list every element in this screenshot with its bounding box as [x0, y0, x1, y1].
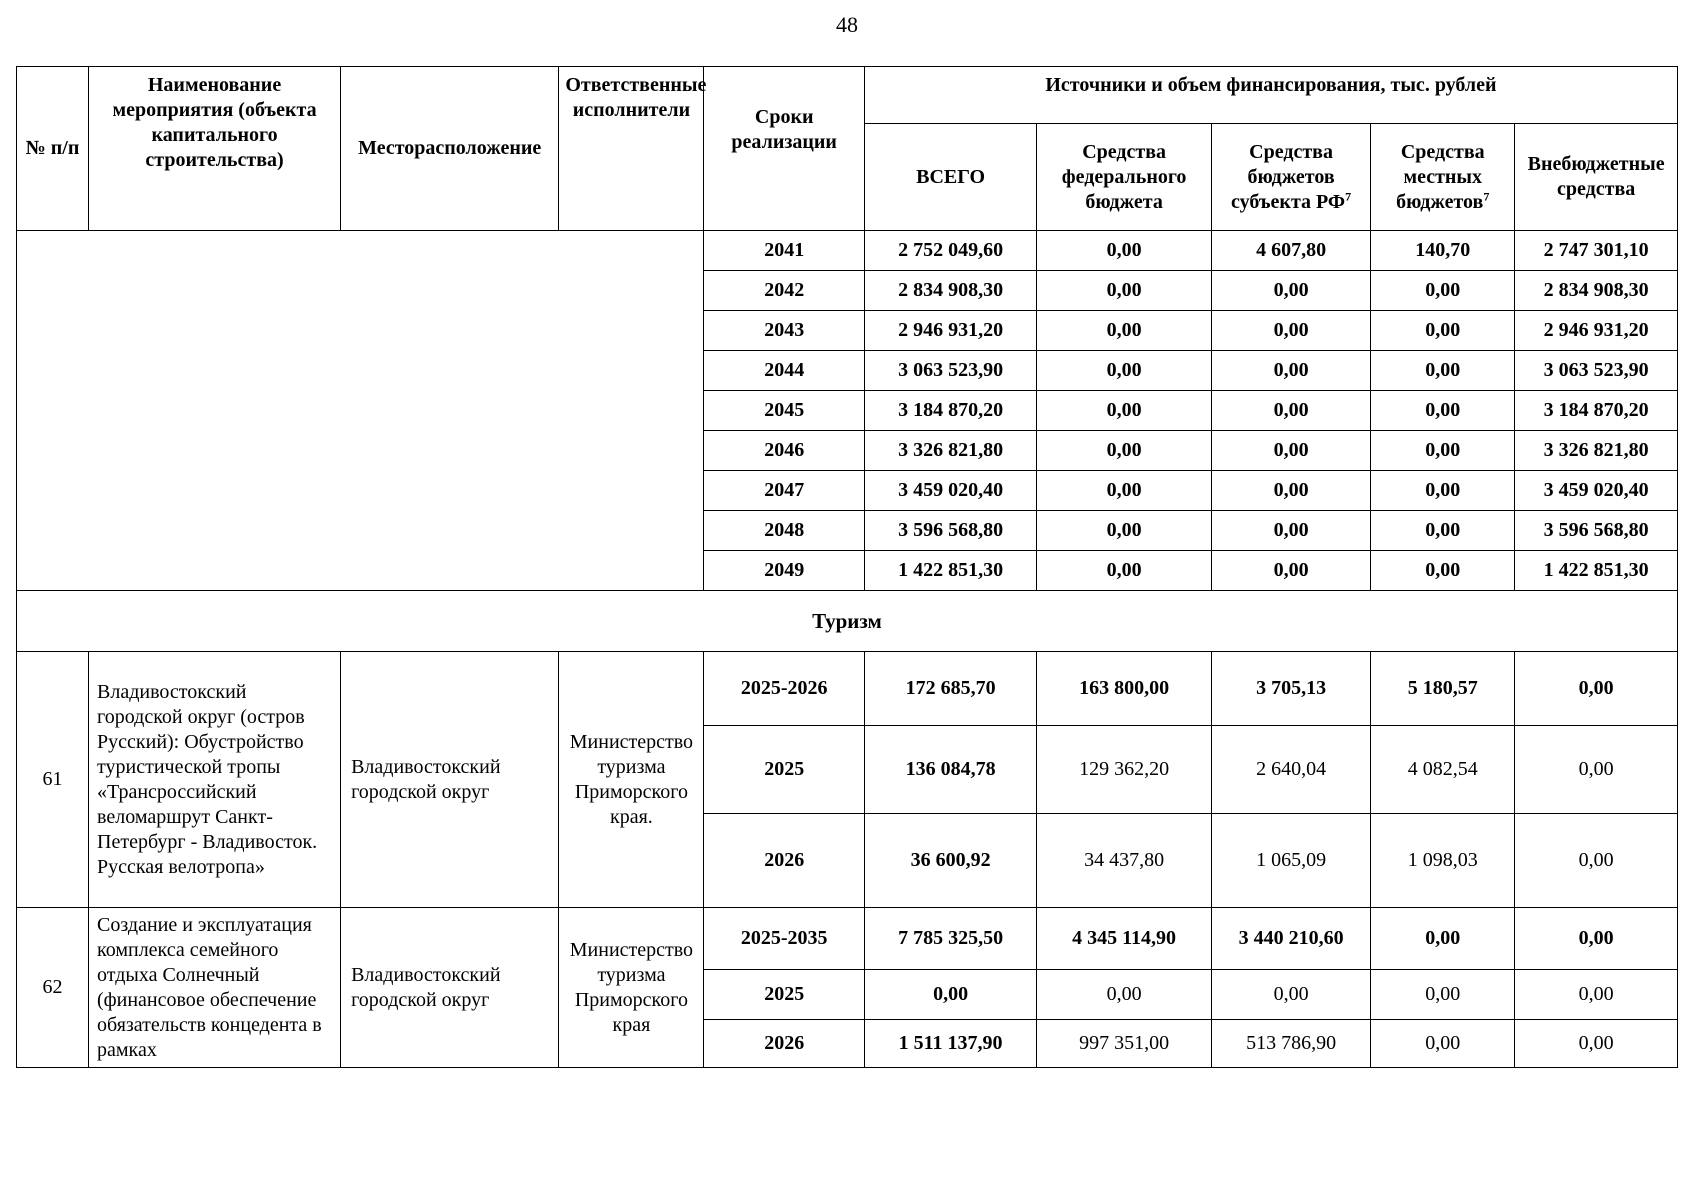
- extra-cell: 3 184 870,20: [1515, 391, 1678, 431]
- total-cell: 0,00: [864, 970, 1036, 1020]
- extra-cell: 0,00: [1515, 908, 1678, 970]
- regional-cell: 0,00: [1211, 511, 1370, 551]
- federal-cell: 0,00: [1037, 231, 1212, 271]
- extra-cell: 2 946 931,20: [1515, 311, 1678, 351]
- local-cell: 0,00: [1371, 1020, 1515, 1068]
- year-cell: 2026: [704, 814, 864, 908]
- extra-cell: 3 459 020,40: [1515, 471, 1678, 511]
- regional-cell: 0,00: [1211, 271, 1370, 311]
- local-cell: 0,00: [1371, 551, 1515, 591]
- regional-cell: 2 640,04: [1211, 726, 1370, 814]
- local-cell: 0,00: [1371, 970, 1515, 1020]
- federal-cell: 0,00: [1037, 551, 1212, 591]
- federal-cell: 0,00: [1037, 391, 1212, 431]
- local-cell: 4 082,54: [1371, 726, 1515, 814]
- extra-cell: 3 326 821,80: [1515, 431, 1678, 471]
- extra-cell: 0,00: [1515, 970, 1678, 1020]
- total-cell: 2 946 931,20: [864, 311, 1036, 351]
- local-cell: 1 098,03: [1371, 814, 1515, 908]
- local-cell: 0,00: [1371, 311, 1515, 351]
- year-cell: 2025: [704, 970, 864, 1020]
- table-row: [17, 231, 1678, 271]
- header-federal: Средства федерального бюджета: [1037, 124, 1212, 231]
- year-cell: 2041: [704, 231, 864, 271]
- local-cell: 0,00: [1371, 471, 1515, 511]
- year-cell: 2045: [704, 391, 864, 431]
- federal-cell: 0,00: [1037, 511, 1212, 551]
- section-title: Туризм: [17, 591, 1678, 652]
- extra-cell: 0,00: [1515, 726, 1678, 814]
- year-cell: 2042: [704, 271, 864, 311]
- local-cell: 0,00: [1371, 391, 1515, 431]
- local-cell: 0,00: [1371, 351, 1515, 391]
- regional-cell: 513 786,90: [1211, 1020, 1370, 1068]
- extra-cell: 1 422 851,30: [1515, 551, 1678, 591]
- extra-cell: 3 596 568,80: [1515, 511, 1678, 551]
- total-cell: 1 422 851,30: [864, 551, 1036, 591]
- local-cell: 140,70: [1371, 231, 1515, 271]
- local-cell: 5 180,57: [1371, 652, 1515, 726]
- header-total: ВСЕГО: [864, 124, 1036, 231]
- year-cell: 2026: [704, 1020, 864, 1068]
- federal-cell: 997 351,00: [1037, 1020, 1212, 1068]
- item-location: Владивостокский городской округ: [341, 652, 559, 908]
- federal-cell: 4 345 114,90: [1037, 908, 1212, 970]
- table-row: [17, 652, 1678, 726]
- regional-cell: 0,00: [1211, 351, 1370, 391]
- federal-cell: 34 437,80: [1037, 814, 1212, 908]
- year-cell: 2044: [704, 351, 864, 391]
- year-cell: 2048: [704, 511, 864, 551]
- federal-cell: 0,00: [1037, 970, 1212, 1020]
- total-cell: 2 834 908,30: [864, 271, 1036, 311]
- federal-cell: 0,00: [1037, 431, 1212, 471]
- local-cell: 0,00: [1371, 908, 1515, 970]
- item-location: Владивостокский городской округ: [341, 908, 559, 1068]
- item-num: 61: [17, 652, 89, 908]
- header-extra: Внебюджетные средства: [1515, 124, 1678, 231]
- item-responsible: Министерство туризма Приморского края: [559, 908, 704, 1068]
- regional-cell: 0,00: [1211, 471, 1370, 511]
- regional-cell: 3 440 210,60: [1211, 908, 1370, 970]
- item-num: 62: [17, 908, 89, 1068]
- regional-cell: 4 607,80: [1211, 231, 1370, 271]
- total-cell: 3 326 821,80: [864, 431, 1036, 471]
- federal-cell: 129 362,20: [1037, 726, 1212, 814]
- total-cell: 3 063 523,90: [864, 351, 1036, 391]
- header-period: Сроки реализации: [704, 67, 864, 231]
- extra-cell: 0,00: [1515, 814, 1678, 908]
- federal-cell: 0,00: [1037, 471, 1212, 511]
- total-cell: 3 184 870,20: [864, 391, 1036, 431]
- financing-table: [16, 66, 1678, 1068]
- table-row: [17, 908, 1678, 970]
- extra-cell: 3 063 523,90: [1515, 351, 1678, 391]
- header-local: [1371, 124, 1515, 231]
- item-name: Создание и эксплуатация комплекса семейного отдыха Солнечный (финансовое обеспечение обязательств концедента в рамках: [89, 908, 341, 1068]
- year-cell: 2046: [704, 431, 864, 471]
- header-location: Месторасположение: [341, 67, 559, 231]
- page-number: 48: [836, 12, 858, 37]
- regional-cell: 0,00: [1211, 551, 1370, 591]
- federal-cell: 0,00: [1037, 271, 1212, 311]
- federal-cell: 163 800,00: [1037, 652, 1212, 726]
- extra-cell: 0,00: [1515, 652, 1678, 726]
- year-cell: 2047: [704, 471, 864, 511]
- local-cell: 0,00: [1371, 271, 1515, 311]
- local-cell: 0,00: [1371, 431, 1515, 471]
- header-local-footnote: 7: [1483, 188, 1490, 203]
- extra-cell: 0,00: [1515, 1020, 1678, 1068]
- year-cell: 2025-2035: [704, 908, 864, 970]
- year-cell: 2025: [704, 726, 864, 814]
- table-header: [17, 67, 1678, 231]
- regional-cell: 0,00: [1211, 311, 1370, 351]
- header-regional: [1211, 124, 1370, 231]
- regional-cell: 1 065,09: [1211, 814, 1370, 908]
- total-cell: 172 685,70: [864, 652, 1036, 726]
- item-name: Владивостокский городской округ (остров Русский): Обустройство туристической тропы «Трансроссийский веломаршрут Санкт-Петербург - Владивосток. Русская велотропа»: [89, 652, 341, 908]
- header-name: Наименование мероприятия (объекта капитального строительства): [89, 67, 341, 231]
- total-cell: 1 511 137,90: [864, 1020, 1036, 1068]
- total-cell: 2 752 049,60: [864, 231, 1036, 271]
- year-cell: 2049: [704, 551, 864, 591]
- header-local-label: Средства местных бюджетов: [1396, 140, 1485, 213]
- federal-cell: 0,00: [1037, 351, 1212, 391]
- year-cell: 2043: [704, 311, 864, 351]
- federal-cell: 0,00: [1037, 311, 1212, 351]
- item-responsible: Министерство туризма Приморского края.: [559, 652, 704, 908]
- header-regional-label: Средства бюджетов субъекта РФ: [1231, 140, 1346, 213]
- year-cell: 2025-2026: [704, 652, 864, 726]
- total-cell: 136 084,78: [864, 726, 1036, 814]
- header-responsible: Ответственные исполнители: [559, 67, 704, 231]
- total-cell: 3 596 568,80: [864, 511, 1036, 551]
- regional-cell: 3 705,13: [1211, 652, 1370, 726]
- table-body: [17, 231, 1678, 1068]
- local-cell: 0,00: [1371, 511, 1515, 551]
- section-row: [17, 591, 1678, 652]
- regional-cell: 0,00: [1211, 391, 1370, 431]
- extra-cell: 2 747 301,10: [1515, 231, 1678, 271]
- regional-cell: 0,00: [1211, 970, 1370, 1020]
- header-financing-group: Источники и объем финансирования, тыс. рублей: [864, 67, 1677, 124]
- total-cell: 7 785 325,50: [864, 908, 1036, 970]
- total-cell: 36 600,92: [864, 814, 1036, 908]
- extra-cell: 2 834 908,30: [1515, 271, 1678, 311]
- header-num: № п/п: [17, 67, 89, 231]
- regional-cell: 0,00: [1211, 431, 1370, 471]
- total-cell: 3 459 020,40: [864, 471, 1036, 511]
- continuation-blank-cell: [17, 231, 704, 591]
- header-regional-footnote: 7: [1345, 188, 1352, 203]
